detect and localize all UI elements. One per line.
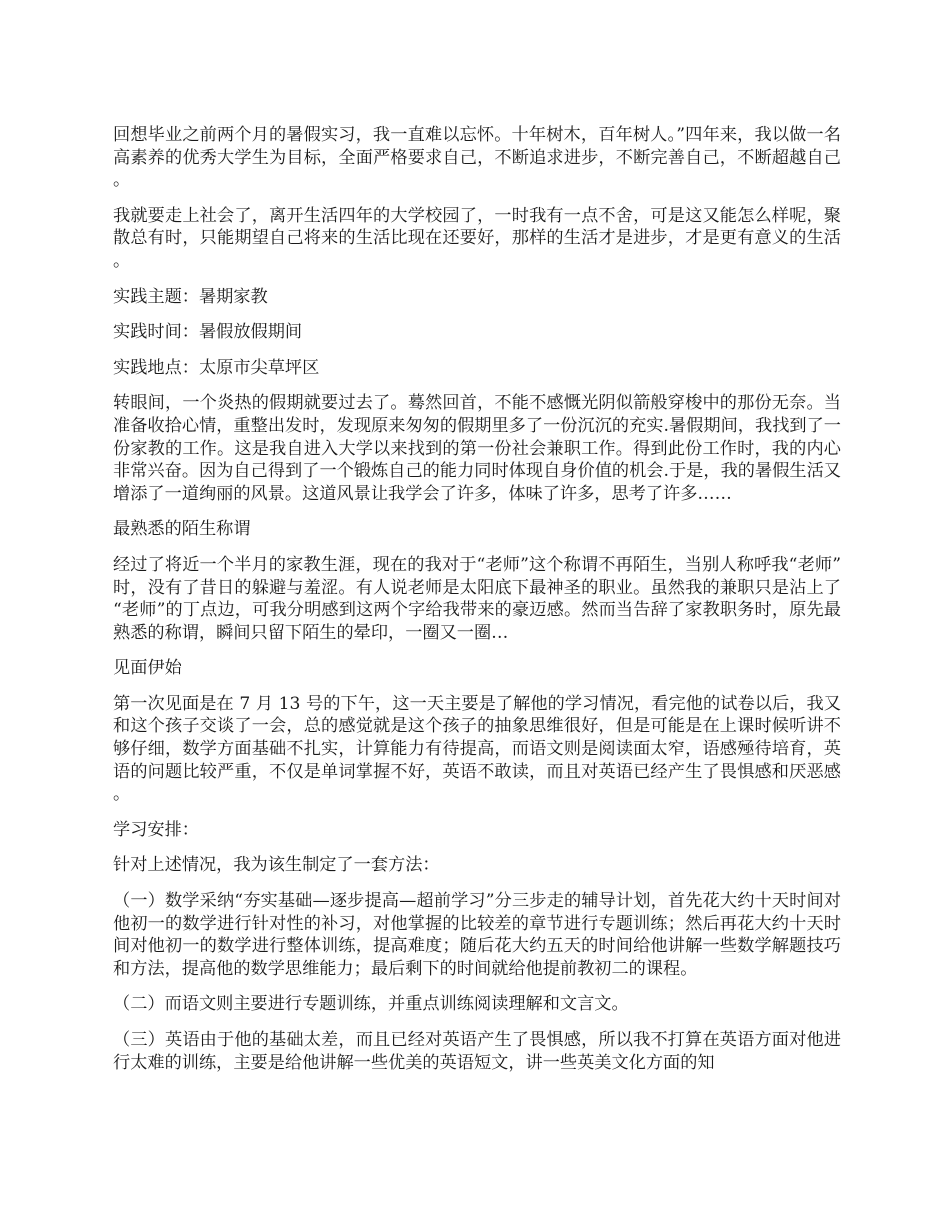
paragraph-teacher-title: 经过了将近一个半月的家教生涯，现在的我对于“老师”这个称谓不再陌生，当别人称呼我“老师”时，没有了昔日的躲避与羞涩。有人说老师是太阳底下最神圣的职业。虽然我的兼职只是沾上了“老师”的丁点边，可我分明感到这两个字给我带来的豪迈感。然而当告辞了家教职务时，原先最熟悉的称谓，瞬间只留下陌生的晕印，一圈又一圈… [113, 554, 841, 643]
paragraph-summer-job: 转眼间，一个炎热的假期就要过去了。蓦然回首，不能不感慨光阴似箭般穿梭中的那份无奈。当准备收拾心情，重整出发时，发现原来匆匆的假期里多了一份沉沉的充实.暑假期间，我找到了一份家教的工作。这是我自进入大学以来找到的第一份社会兼职工作。得到此份工作时，我的内心非常兴奋。因为自己得到了一个锻炼自己的能力同时体现自身价值的机会.于是，我的暑假生活又增添了一道绚丽的风景。这道风景让我学会了许多，体味了许多，思考了许多…… [113, 393, 841, 504]
document-body [113, 124, 841, 1087]
heading-familiar-title: 最熟悉的陌生称谓 [113, 519, 251, 540]
paragraph-chinese-plan: （二）而语文则主要进行专题训练，并重点训练阅读理解和文言文。 [113, 994, 629, 1015]
heading-first-meeting: 见面伊始 [113, 658, 182, 679]
paragraph-internship-memory: 回想毕业之前两个月的暑假实习，我一直难以忘怀。十年树木，百年树人。”四年来，我以做一名高素养的优秀大学生为目标，全面严格要求自己，不断追求进步，不断完善自己，不断超越自己。 [113, 125, 841, 191]
paragraph-first-meeting: 第一次见面是在 7 月 13 号的下午，这一天主要是了解他的学习情况，看完他的试卷以后，我又和这个孩子交谈了一会，总的感觉就是这个孩子的抽象思维很好，但是可能是在上课时候听讲不够仔细，数学方面基础不扎实，计算能力有待提高，而语文则是阅读面太窄，语感殛待培育，英语的问题比较严重，不仅是单词掌握不好，英语不敢读，而且对英语已经产生了畏惧感和厌恶感。 [113, 693, 841, 805]
paragraph-math-plan: （一）数学采纳“夯实基础—逐步提高—超前学习”分三步走的辅导计划，首先花大约十天时间对他初一的数学进行针对性的补习，对他掌握的比较差的章节进行专题训练；然后再花大约十天时间对他初一的数学进行整体训练，提高难度；随后花大约五天的时间给他讲解一些数学解题技巧和方法，提高他的数学思维能力；最后剩下的时间就给他提前教初二的课程。 [113, 891, 841, 979]
paragraph-practice-time: 实践时间：暑假放假期间 [113, 322, 303, 343]
paragraph-method-intro: 针对上述情况，我为该生制定了一套方法： [113, 855, 440, 876]
paragraph-practice-location: 实践地点：太原市尖草坪区 [113, 357, 320, 378]
paragraph-english-plan: （三）英语由于他的基础太差，而且已经对英语产生了畏惧感，所以我不打算在英语方面对他进行太难的训练，主要是给他讲解一些优美的英语短文，讲一些英美文化方面的知 [113, 1030, 841, 1073]
heading-study-plan: 学习安排： [113, 819, 199, 840]
paragraph-leaving-campus: 我就要走上社会了，离开生活四年的大学校园了，一时我有一点不舍，可是这又能怎么样呢，聚散总有时，只能期望自己将来的生活比现在还要好，那样的生活才是进步，才是更有意义的生活。 [113, 205, 841, 271]
paragraph-practice-theme: 实践主题：暑期家教 [113, 286, 268, 307]
